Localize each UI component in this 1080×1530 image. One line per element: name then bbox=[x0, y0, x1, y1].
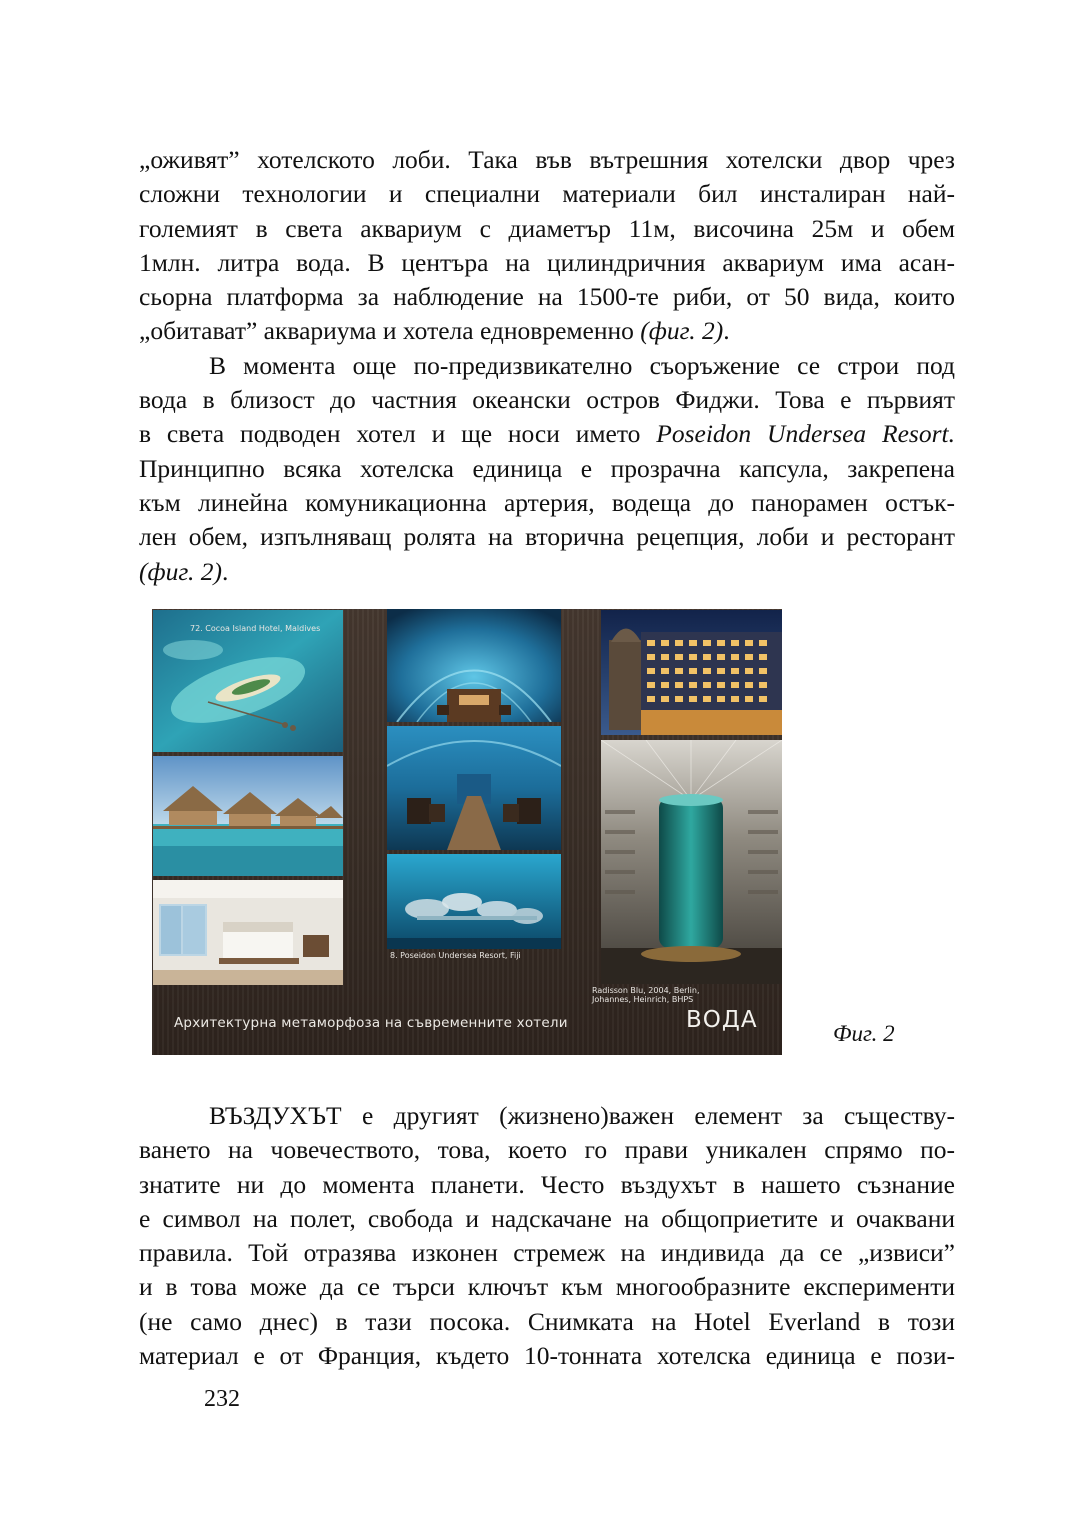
photo-poseidon-render bbox=[387, 854, 561, 949]
photo-villa-bedroom bbox=[153, 880, 343, 985]
photo-label: 72. Cocoa Island Hotel, Maldives bbox=[190, 624, 321, 633]
body-text-top bbox=[139, 143, 955, 589]
figure-reference: (фиг. 2) bbox=[640, 316, 724, 346]
hotel-name: Poseidon Undersea Resort. bbox=[656, 419, 955, 449]
text-line: и в това може да се търси ключът към многообразните експерименти bbox=[139, 1272, 955, 1302]
text-line: към линейна комуникационна артерия, водеща до панорамен остък- bbox=[139, 487, 955, 517]
paragraph-poseidon bbox=[139, 349, 955, 589]
photo-label: 8. Poseidon Undersea Resort, Fiji bbox=[390, 951, 521, 960]
body-text-bottom bbox=[139, 1099, 955, 1373]
text-line: ВЪЗДУХЪТ е другият (жизнено)важен елемент за съществу- bbox=[209, 1101, 955, 1130]
text-line: (не само днес) в тази посока. Снимката на Hotel Everland в този bbox=[139, 1306, 955, 1336]
photo-aquarium-atrium bbox=[601, 740, 782, 984]
figure-element-title: ВОДА bbox=[686, 1007, 758, 1033]
text-line: знатите ни до момента планети. Често въздухът в нашето съзнание bbox=[139, 1169, 955, 1199]
text-fragment: в света подводен хотел и ще носи името bbox=[139, 419, 657, 449]
paragraph-aquarium bbox=[139, 143, 955, 349]
text-line: лен обем, изпълняващ ролята на вторична рецепция, лоби и ресторант bbox=[139, 522, 955, 552]
figure-caption: Фиг. 2 bbox=[833, 1021, 895, 1046]
text-line bbox=[139, 314, 955, 348]
photo-label: Radisson Blu, 2004, Berlin, bbox=[592, 986, 700, 995]
photo-water-villas bbox=[153, 756, 343, 876]
text-line: Принципно всяка хотелска единица е прозрачна капсула, закрепена bbox=[139, 453, 955, 483]
photo-underwater-dining bbox=[387, 726, 561, 850]
text-fragment: . bbox=[723, 316, 730, 346]
text-line: големият в света аквариум с диаметър 11м, височина 25м и обем bbox=[139, 213, 955, 243]
photo-hotel-exterior-night bbox=[601, 610, 782, 735]
text-line: „оживят” хотелското лоби. Така във вътрешния хотелски двор чрез bbox=[139, 145, 955, 174]
figure-reference: (фиг. 2) bbox=[139, 556, 222, 586]
text-line: сложни технологии и специални материали бил инсталиран най- bbox=[139, 179, 955, 209]
text-line: 1млн. литра вода. В центъра на цилиндричния аквариум има асан- bbox=[139, 247, 955, 277]
photo-underwater-restaurant bbox=[387, 609, 561, 722]
text-line: сьорна платформа за наблюдение на 1500-те риби, от 50 вида, които bbox=[139, 282, 955, 312]
text-fragment: „обитават” аквариума и хотела едновременно bbox=[139, 316, 641, 346]
text-line: материал е от Франция, където 10-тонната хотелска единица е пози- bbox=[139, 1341, 955, 1371]
paragraph-air bbox=[139, 1099, 955, 1373]
page-number: 232 bbox=[204, 1386, 240, 1412]
text-line: вода в близост до частния океански остров Фиджи. Това е първият bbox=[139, 385, 955, 415]
photo-label: Johannes, Heinrich, BHPS bbox=[592, 995, 694, 1004]
text-line bbox=[139, 417, 955, 451]
text-line: ването на човечеството, това, което го прави уникален спрямо по- bbox=[139, 1135, 955, 1165]
text-fragment: . bbox=[221, 556, 229, 586]
figure-subtitle: Архитектурна метаморфоза на съвременните хотели bbox=[174, 1015, 568, 1031]
text-line: правила. Той отразява изконен стремеж на индивида да се „извиси” bbox=[139, 1238, 955, 1268]
text-line: е символ на полет, свобода и надскачане на общоприетите и очаквани bbox=[139, 1203, 955, 1233]
figure-collage bbox=[152, 609, 782, 1055]
text-line: В момента още по-предизвикателно съоръжение се строи под bbox=[209, 350, 955, 380]
text-line bbox=[139, 555, 955, 589]
